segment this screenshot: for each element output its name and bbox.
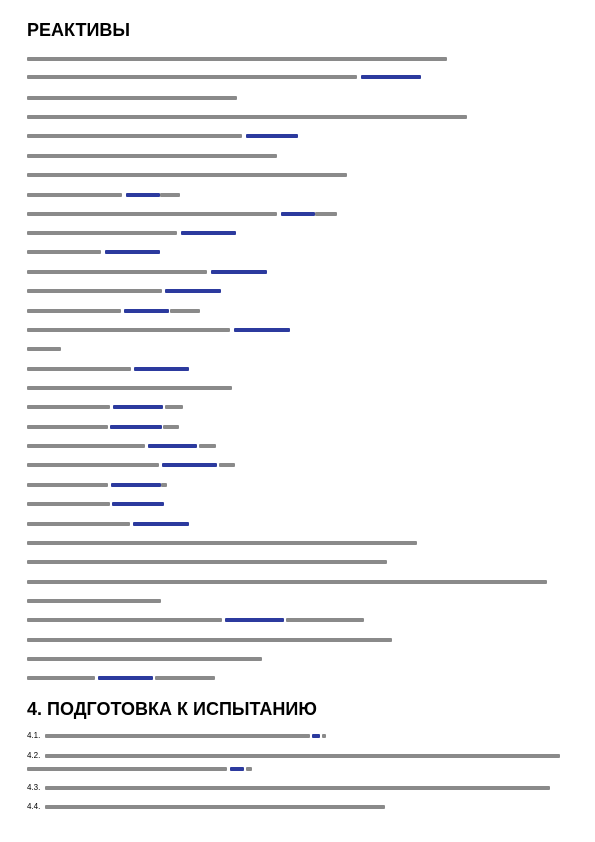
reagent-list-item [27, 188, 572, 202]
text-run [27, 463, 159, 467]
reagent-list-item [27, 478, 572, 492]
preparation-item [27, 781, 572, 795]
reagent-list-item [27, 652, 572, 666]
reagent-list-item [27, 168, 572, 182]
gost-link[interactable] [234, 328, 290, 332]
gost-link[interactable] [148, 444, 197, 448]
text-run [45, 805, 385, 809]
reagent-list-item [27, 304, 572, 318]
reagent-list-item [27, 536, 572, 550]
text-run [27, 115, 467, 119]
text-run [45, 786, 550, 790]
gost-link[interactable] [162, 463, 217, 467]
text-run [27, 580, 547, 584]
text-run [27, 767, 227, 771]
text-run [163, 425, 179, 429]
gost-link[interactable] [211, 270, 267, 274]
text-run [27, 502, 110, 506]
text-run [27, 444, 145, 448]
text-run [160, 193, 180, 197]
reagent-list-item [27, 149, 572, 163]
preparation-item [27, 800, 572, 814]
gost-link[interactable] [134, 367, 189, 371]
reagent-list-item [27, 362, 572, 376]
text-run [27, 309, 121, 313]
text-run [27, 231, 177, 235]
reagent-list-item [27, 226, 572, 240]
reagent-list-item [27, 594, 572, 608]
text-run [45, 734, 310, 738]
text-run [199, 444, 216, 448]
text-run [27, 347, 61, 351]
text-run [161, 483, 167, 487]
item-number: 4.4. [27, 802, 41, 811]
reagent-list-item [27, 517, 572, 531]
section-title-reagents: РЕАКТИВЫ [27, 20, 130, 40]
item-number: 4.1. [27, 731, 41, 740]
text-run [315, 212, 337, 216]
reagent-list-item [27, 342, 572, 356]
preparation-item [27, 762, 572, 776]
reagent-list-item [27, 207, 572, 221]
gost-link[interactable] [98, 676, 153, 680]
text-run [27, 405, 110, 409]
text-run [27, 367, 131, 371]
reagent-list-item [27, 284, 572, 298]
text-run [27, 638, 392, 642]
text-run [27, 657, 262, 661]
reagent-list-item [27, 439, 572, 453]
reagent-list-item [27, 265, 572, 279]
reagent-list-item [27, 575, 572, 589]
text-run [170, 309, 200, 313]
reagent-list-item [27, 555, 572, 569]
text-run [27, 618, 222, 622]
preparation-item [27, 729, 572, 743]
text-run [27, 676, 95, 680]
gost-link[interactable] [181, 231, 236, 235]
reagent-list-item [27, 420, 572, 434]
text-run [27, 328, 230, 332]
text-run [27, 250, 101, 254]
text-run [27, 154, 277, 158]
reagent-list-item [27, 458, 572, 472]
text-run [27, 173, 347, 177]
gost-link[interactable] [246, 134, 298, 138]
reagent-list-item [27, 52, 572, 66]
gost-link[interactable] [112, 502, 164, 506]
gost-link[interactable] [225, 618, 284, 622]
figure-link[interactable] [230, 767, 244, 771]
reagent-list-item [27, 400, 572, 414]
figure-link[interactable] [312, 734, 320, 738]
text-run [27, 193, 122, 197]
text-run [27, 599, 161, 603]
gost-link[interactable] [111, 483, 161, 487]
reagent-list-item [27, 70, 572, 84]
reagent-list-item [27, 323, 572, 337]
gost-link[interactable] [133, 522, 189, 526]
text-run [27, 522, 130, 526]
reagent-list-item [27, 633, 572, 647]
text-run [27, 541, 417, 545]
reagent-list-item [27, 110, 572, 124]
reagent-list-item [27, 245, 572, 259]
gost-link[interactable] [281, 212, 315, 216]
text-run [27, 57, 447, 61]
text-run [322, 734, 326, 738]
text-run [155, 676, 215, 680]
gost-link[interactable] [361, 75, 421, 79]
text-run [45, 754, 560, 758]
text-run [27, 270, 207, 274]
text-run [219, 463, 235, 467]
reagent-list-item [27, 91, 572, 105]
text-run [165, 405, 183, 409]
reagent-list-item [27, 497, 572, 511]
text-run [27, 386, 232, 390]
gost-link[interactable] [124, 309, 169, 313]
preparation-item [27, 749, 572, 763]
text-run [27, 212, 277, 216]
gost-link[interactable] [110, 425, 162, 429]
gost-link[interactable] [126, 193, 160, 197]
text-run [27, 425, 108, 429]
text-run [27, 483, 108, 487]
gost-link[interactable] [165, 289, 221, 293]
gost-link[interactable] [105, 250, 160, 254]
section-title-preparation: 4. ПОДГОТОВКА К ИСПЫТАНИЮ [27, 699, 317, 719]
gost-link[interactable] [113, 405, 163, 409]
item-number: 4.3. [27, 783, 41, 792]
text-run [27, 289, 162, 293]
text-run [27, 96, 237, 100]
text-run [27, 75, 357, 79]
reagent-list-item [27, 129, 572, 143]
text-run [246, 767, 252, 771]
text-run [27, 560, 387, 564]
reagent-list-item [27, 381, 572, 395]
text-run [286, 618, 364, 622]
reagent-list-item [27, 613, 572, 627]
item-number: 4.2. [27, 751, 41, 760]
reagent-list-item [27, 671, 572, 685]
text-run [27, 134, 242, 138]
